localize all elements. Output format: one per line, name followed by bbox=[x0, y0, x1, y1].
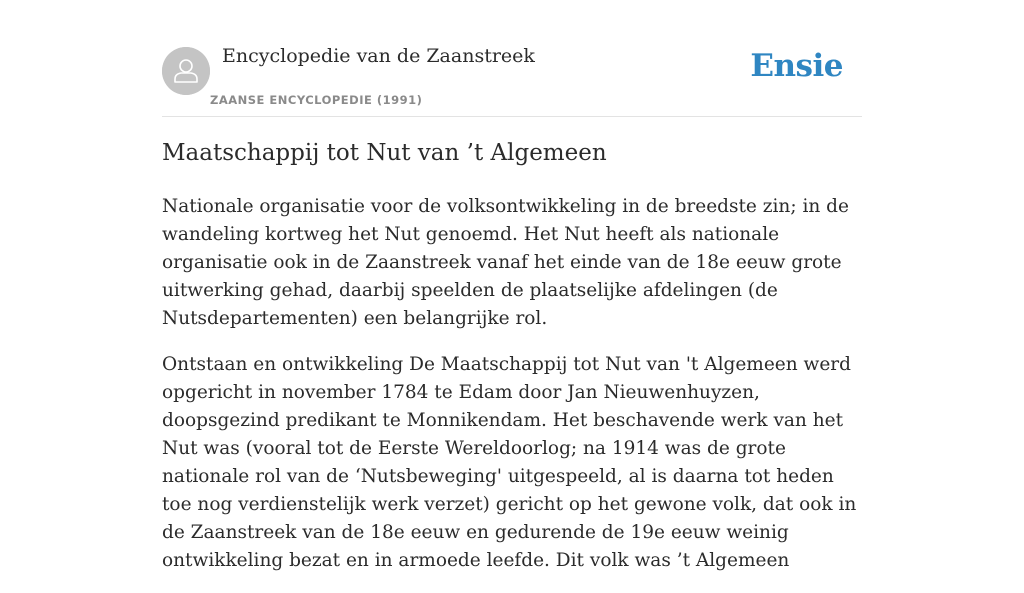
article-title: Maatschappij tot Nut van ’t Algemeen bbox=[162, 140, 607, 166]
article-paragraph: Nationale organisatie voor de volksontwikkeling in de breedste zin; in de wandeling kortweg het Nut genoemd. Het Nut heeft als nationale organisatie ook in de Zaanstreek vanaf het einde van de 18e eeuw grote uitwerking gehad, daarbij speelden de plaatselijke afdelingen (de Nutsdepartementen) een belangrijke rol. bbox=[162, 196, 849, 329]
article-body bbox=[162, 193, 862, 593]
header bbox=[162, 0, 862, 117]
user-placeholder-icon bbox=[162, 47, 210, 95]
book-title[interactable]: Encyclopedie van de Zaanstreek bbox=[222, 45, 535, 67]
ensie-logo[interactable]: Ensie bbox=[750, 48, 843, 84]
page bbox=[162, 0, 862, 571]
avatar[interactable] bbox=[162, 47, 210, 95]
book-subtitle[interactable]: ZAANSE ENCYCLOPEDIE (1991) bbox=[210, 93, 423, 107]
article-paragraph: Ontstaan en ontwikkeling De Maatschappij tot Nut van 't Algemeen werd opgericht in november 1784 te Edam door Jan Nieuwenhuyzen, doopsgezind predikant te Monnikendam. Het beschavende werk van het Nut was (vooral tot de Eerste Wereldoorlog; na 1914 was de grote nationale rol van de ‘Nutsbeweging' uitgespeeld, al is daarna tot heden toe nog verdienstelijk werk verzet) gericht op het gewone volk, dat ook in de Zaanstreek van de 18e eeuw en gedurende de 19e eeuw weinig ontwikkeling bezat en in armoede leefde. Dit volk was ’t Algemeen bbox=[162, 354, 857, 571]
